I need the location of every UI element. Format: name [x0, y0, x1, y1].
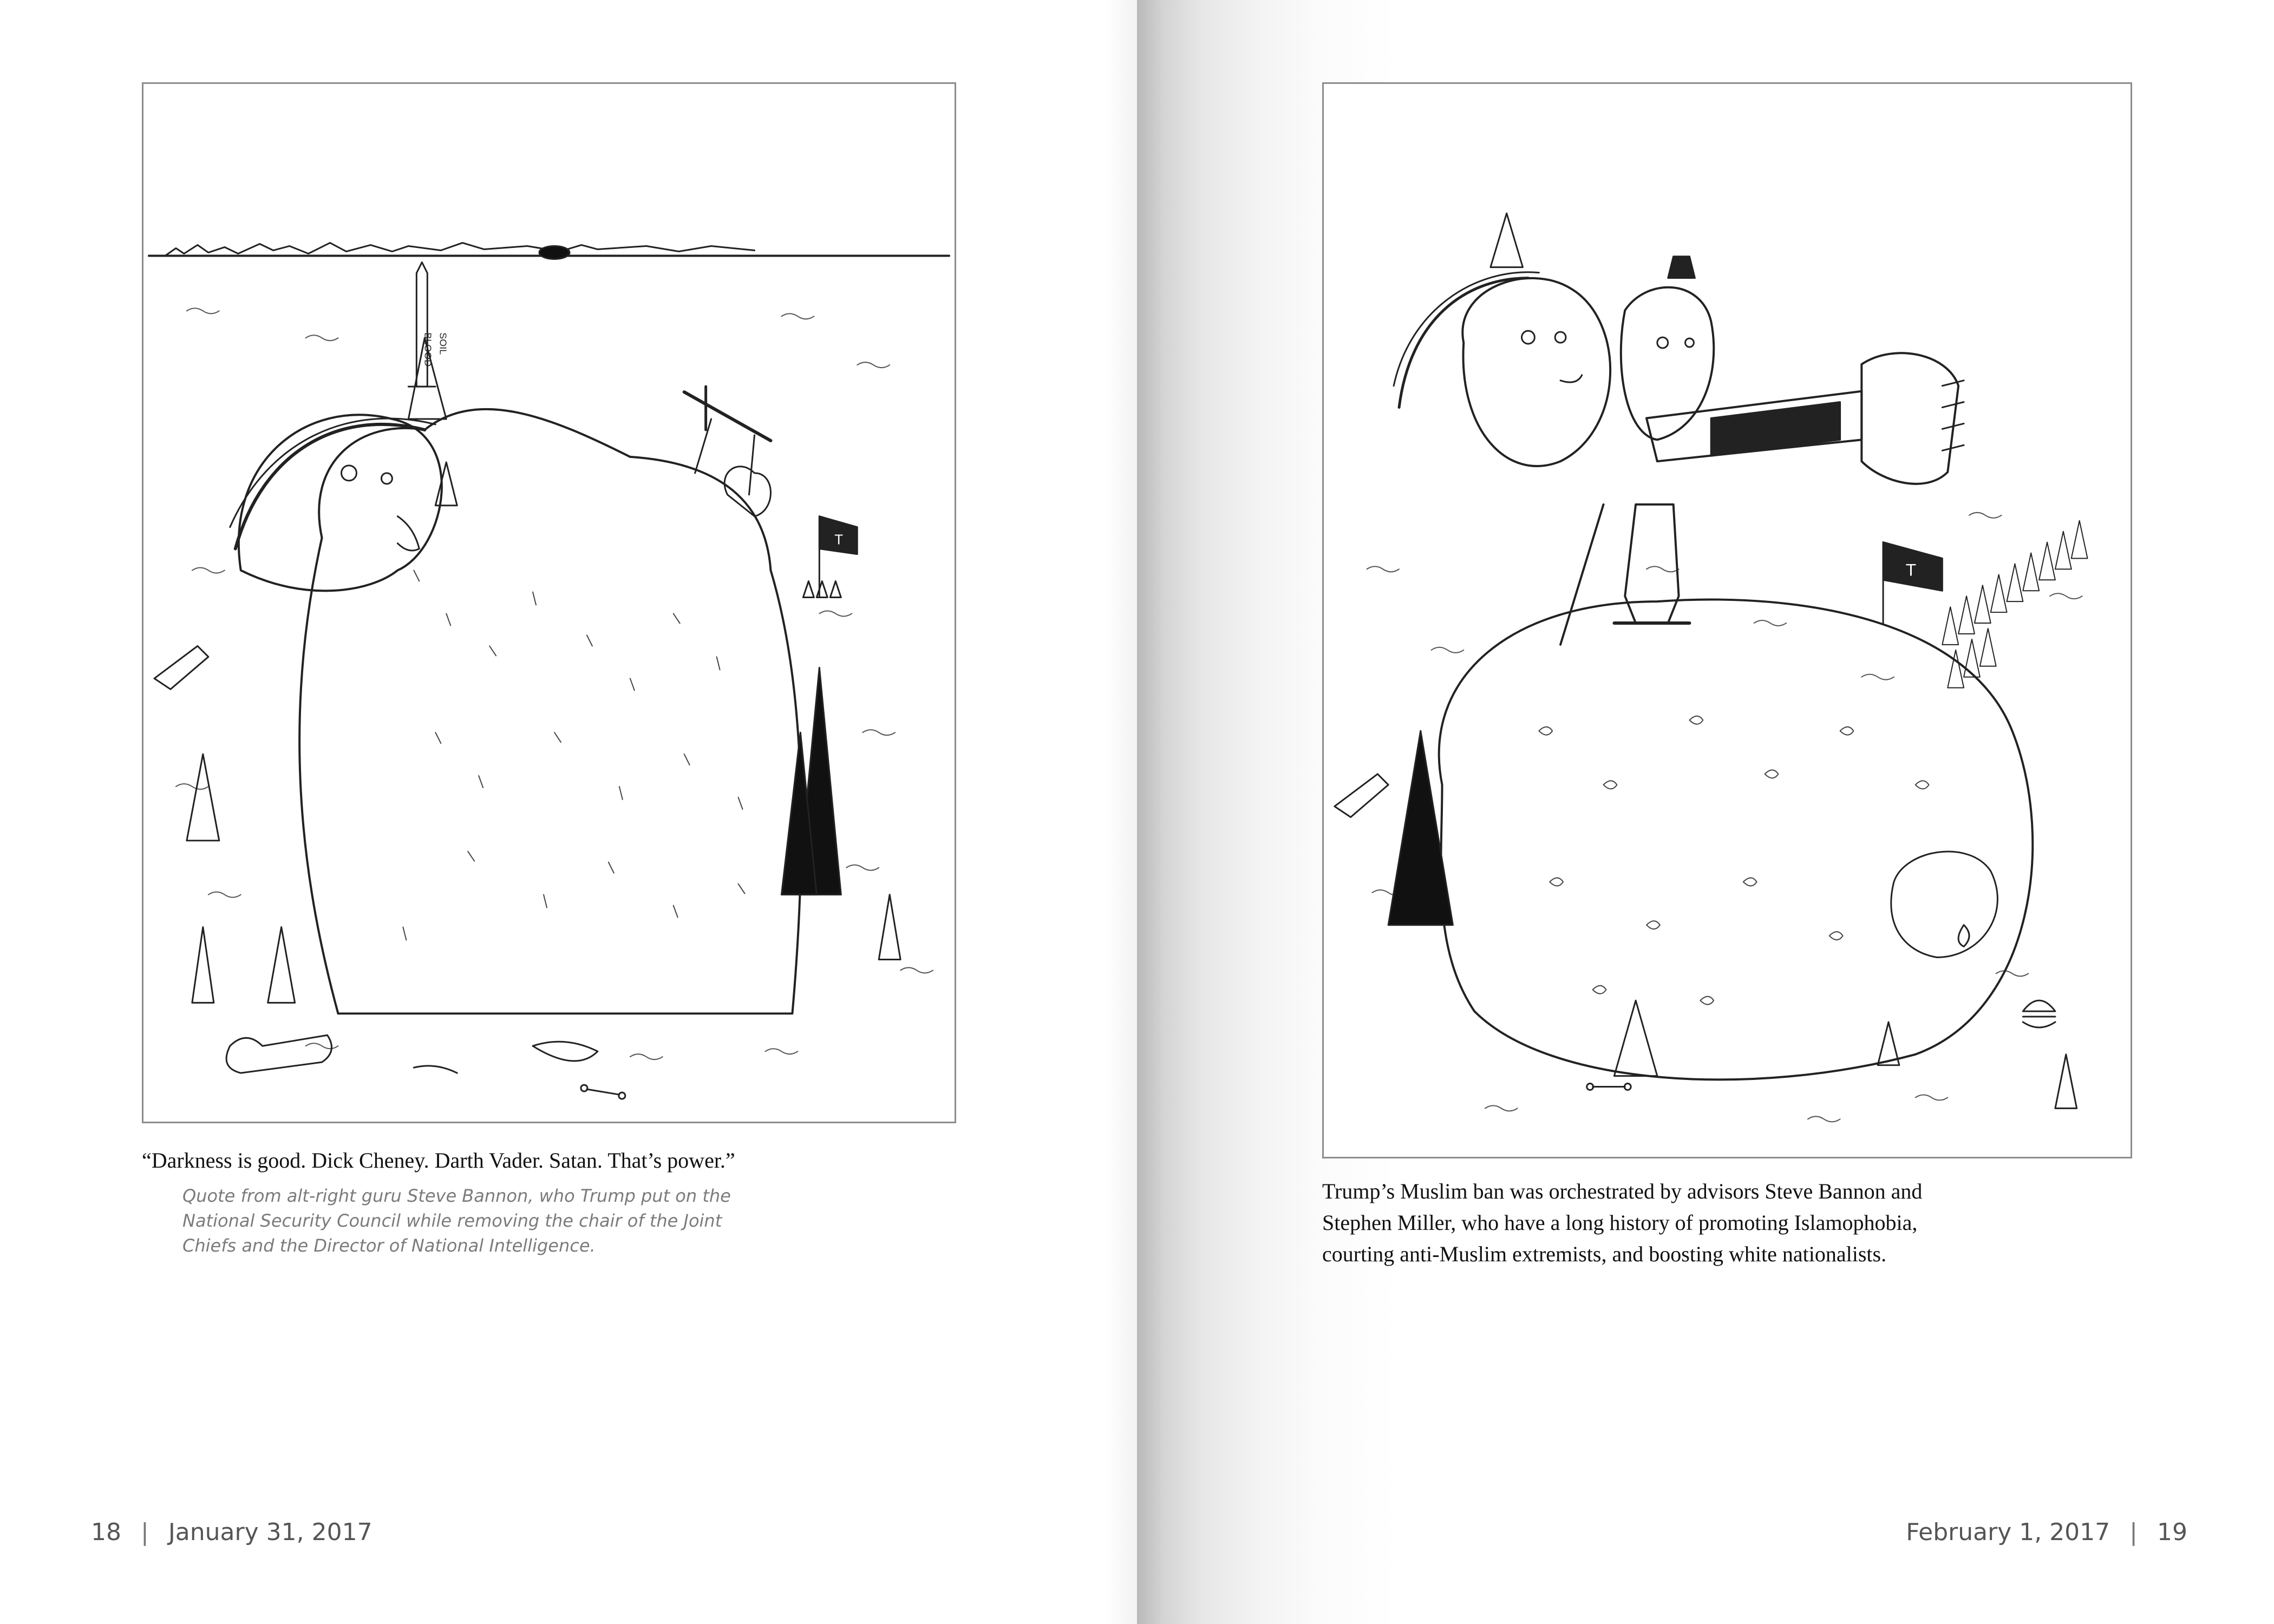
left-flag-letter: T — [834, 531, 844, 548]
caption-line: courting anti-Muslim extremists, and boosting white nationalists. — [1322, 1242, 1887, 1266]
sword-text-blood: BLOOD — [422, 332, 434, 367]
left-attribution — [182, 1183, 886, 1258]
attribution-line: National Security Council while removing the chair of the Joint — [182, 1210, 722, 1231]
attribution-line: Quote from alt-right guru Steve Bannon, who Trump put on the — [182, 1186, 731, 1206]
right-page — [1137, 0, 2274, 1624]
sword-text-soil: SOIL — [437, 332, 449, 355]
attribution-line: Chiefs and the Director of National Intelligence. — [182, 1235, 596, 1256]
right-folio — [1906, 1518, 2187, 1546]
right-caption — [1322, 1176, 2134, 1270]
right-flag-letter: T — [1905, 560, 1917, 580]
page-number: 19 — [2157, 1518, 2187, 1546]
folio-separator: | — [141, 1518, 149, 1546]
page-date: February 1, 2017 — [1906, 1518, 2110, 1546]
book-gutter — [1105, 0, 1137, 1624]
left-folio — [91, 1518, 373, 1546]
right-illustration — [1322, 82, 2132, 1158]
left-illustration — [142, 82, 956, 1123]
page-date: January 31, 2017 — [168, 1518, 373, 1546]
folio-separator: | — [2129, 1518, 2138, 1546]
caption-line: Stephen Miller, who have a long history of promoting Islamophobia, — [1322, 1210, 1918, 1235]
page-number: 18 — [91, 1518, 121, 1546]
left-quote-caption: “Darkness is good. Dick Cheney. Darth Vader. Satan. That’s power.” — [142, 1148, 735, 1173]
caption-line: Trump’s Muslim ban was orchestrated by advisors Steve Bannon and — [1322, 1179, 1923, 1203]
